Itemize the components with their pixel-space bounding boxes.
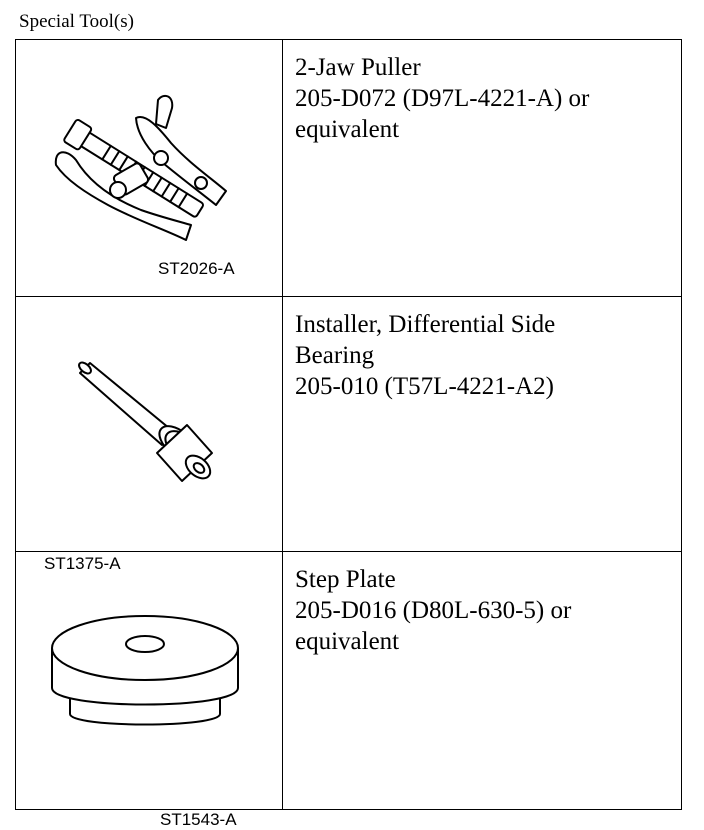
tool-description: [295, 309, 675, 402]
tool-image-cell: [16, 297, 282, 573]
tool-row: [16, 552, 681, 829]
tool-description: [295, 564, 675, 657]
tool-name-continued: Bearing: [295, 342, 375, 369]
tool-image-cell: [16, 552, 282, 829]
step-plate-illustration: [48, 602, 242, 734]
tool-part-note: equivalent: [295, 116, 400, 143]
tool-name: 2-Jaw Puller: [295, 54, 421, 81]
tool-code: ST2026-A: [158, 259, 235, 278]
tool-part-note: equivalent: [295, 628, 400, 655]
tool-part-number: 205-D016 (D80L-630-5) or: [295, 597, 572, 624]
tool-part-number: 205-010 (T57L-4221-A2): [295, 373, 554, 400]
tool-row: [16, 297, 681, 573]
tool-code: ST1375-A: [44, 554, 121, 573]
page-title: Special Tool(s): [19, 11, 134, 32]
tool-image-cell: [16, 40, 282, 296]
tool-name: Installer, Differential Side: [295, 311, 556, 338]
bearing-installer-illustration: [70, 355, 220, 485]
tool-description: [295, 52, 675, 145]
special-tools-table: [15, 39, 682, 829]
tool-code: ST1543-A: [160, 810, 237, 829]
two-jaw-puller-illustration: [46, 78, 236, 248]
tool-name: Step Plate: [295, 566, 396, 593]
tool-row: [16, 40, 681, 297]
tool-part-number: 205-D072 (D97L-4221-A) or: [295, 85, 590, 112]
